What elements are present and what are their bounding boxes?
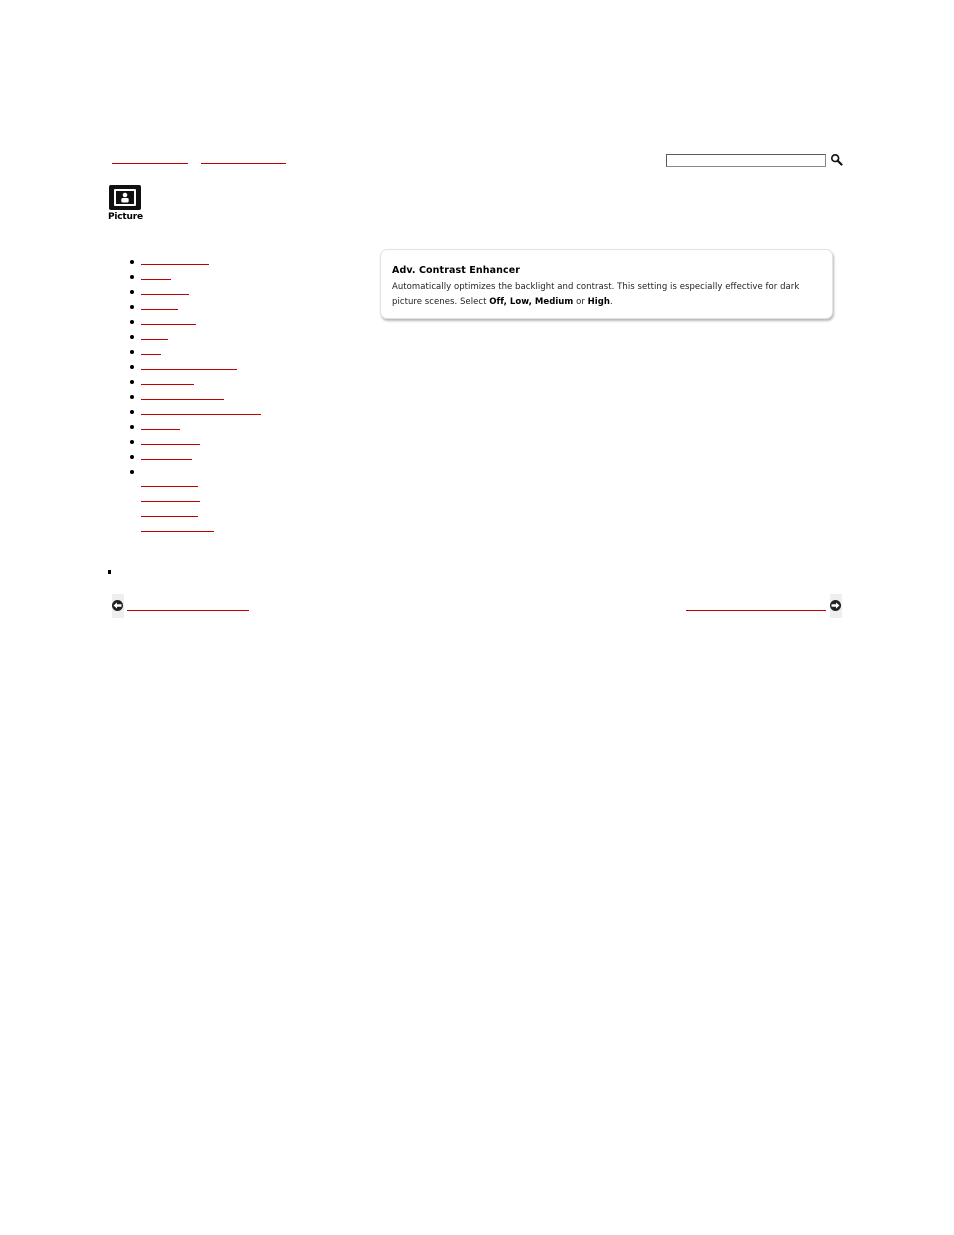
list-marker	[108, 570, 111, 574]
nav-sublink-4[interactable]	[141, 531, 214, 532]
nav-bullet	[130, 305, 134, 309]
nav-link-12[interactable]	[141, 429, 180, 430]
nav-link-6[interactable]	[141, 339, 168, 340]
nav-link-13[interactable]	[141, 444, 200, 445]
breadcrumb-link-1[interactable]	[112, 163, 188, 164]
nav-bullet	[130, 320, 134, 324]
nav-bullet	[130, 410, 134, 414]
info-text-before: Automatically optimizes the backlight and contrast. This setting is especially effective for dark picture scenes. Select	[392, 282, 800, 307]
arrow-right-circle-icon[interactable]	[830, 600, 841, 611]
search-input[interactable]	[666, 154, 826, 167]
info-description	[392, 280, 822, 310]
nav-link-3[interactable]	[141, 294, 189, 295]
nav-link-1[interactable]	[141, 264, 209, 265]
nav-bullet	[130, 290, 134, 294]
nav-sublink-3[interactable]	[141, 516, 198, 517]
option-sep-1: ,	[503, 297, 510, 307]
prev-page-link[interactable]	[127, 610, 249, 611]
nav-bullet	[130, 275, 134, 279]
nav-link-2[interactable]	[141, 279, 171, 280]
nav-link-4[interactable]	[141, 309, 178, 310]
nav-link-9[interactable]	[141, 384, 194, 385]
next-page-link[interactable]	[686, 610, 826, 611]
option-low: Low	[509, 297, 529, 307]
nav-sublink-2[interactable]	[141, 501, 200, 502]
nav-bullet	[130, 455, 134, 459]
arrow-left-circle-icon[interactable]	[112, 600, 123, 611]
nav-bullet	[130, 395, 134, 399]
info-text-after: .	[610, 297, 613, 307]
nav-bullet	[130, 350, 134, 354]
nav-link-14[interactable]	[141, 459, 192, 460]
nav-bullet	[130, 440, 134, 444]
nav-link-7[interactable]	[141, 354, 161, 355]
nav-link-5[interactable]	[141, 324, 196, 325]
nav-link-10[interactable]	[141, 399, 224, 400]
breadcrumb-link-2[interactable]	[201, 163, 286, 164]
option-off: Off	[489, 297, 504, 307]
magnifier-icon[interactable]	[830, 153, 843, 166]
option-high: High	[587, 297, 610, 307]
nav-bullet	[130, 365, 134, 369]
nav-bullet	[130, 470, 134, 474]
option-sep-3: or	[573, 297, 588, 307]
nav-bullet	[130, 335, 134, 339]
nav-bullet	[130, 425, 134, 429]
picture-icon	[109, 185, 141, 210]
option-medium: Medium	[534, 297, 574, 307]
nav-link-8[interactable]	[141, 369, 237, 370]
nav-bullet	[130, 380, 134, 384]
nav-bullet	[130, 260, 134, 264]
nav-sublink-1[interactable]	[141, 486, 198, 487]
option-sep-2: ,	[528, 297, 535, 307]
info-title: Adv. Contrast Enhancer	[392, 265, 521, 276]
nav-link-11[interactable]	[141, 414, 261, 415]
section-label: Picture	[108, 212, 143, 222]
